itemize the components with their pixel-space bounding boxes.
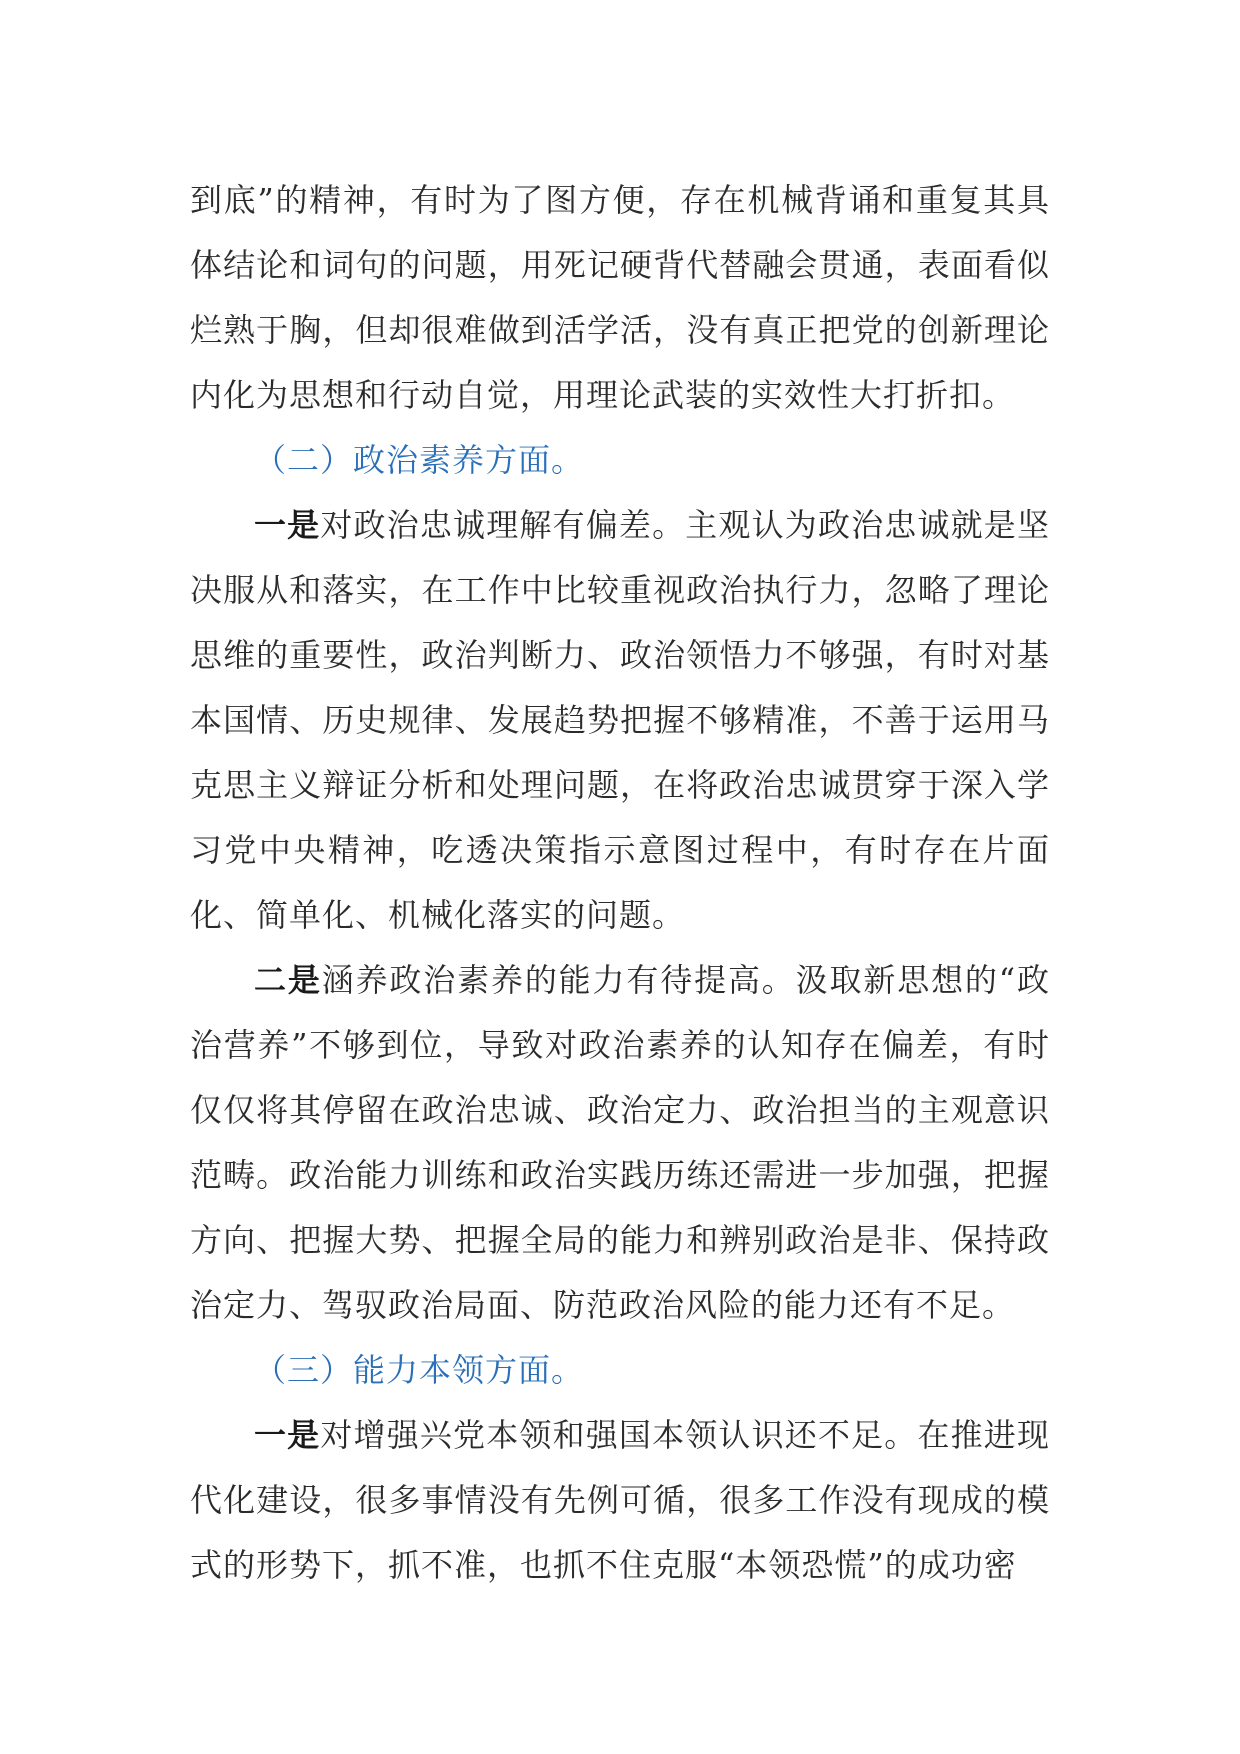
- document-body: [190, 168, 1050, 1598]
- paragraph-text: 对政治忠诚理解有偏差。主观认为政治忠诚就是坚决服从和落实，在工作中比较重视政治执行力，忽略了理论思维的重要性，政治判断力、政治领悟力不够强，有时对基本国情、历史规律、发展趋势把握不够精准，不善于运用马克思主义辩证分析和处理问题，在将政治忠诚贯穿于深入学习党中央精神，吃透决策指示意图过程中，有时存在片面化、简单化、机械化落实的问题。: [190, 506, 1050, 934]
- paragraph-lead-label: 一是: [254, 506, 321, 544]
- paragraph-ability-awareness: [190, 1403, 1050, 1598]
- paragraph-lead-label: 一是: [254, 1416, 321, 1454]
- paragraph-political-loyalty: [190, 493, 1050, 948]
- paragraph-text: 对增强兴党本领和强国本领认识还不足。在推进现代化建设，很多事情没有先例可循，很多工作没有现成的模式的形势下，抓不准，也抓不住克服“本领恐慌”的成功密: [190, 1416, 1050, 1584]
- continued-paragraph: 到底”的精神，有时为了图方便，存在机械背诵和重复其具体结论和词句的问题，用死记硬背代替融会贯通，表面看似烂熟于胸，但却很难做到活学活，没有真正把党的创新理论内化为思想和行动自觉，用理论武装的实效性大打折扣。: [190, 181, 1050, 414]
- section-heading-ability: （三）能力本领方面。: [254, 1351, 585, 1389]
- paragraph-lead-label: 二是: [254, 961, 322, 999]
- paragraph-text: 涵养政治素养的能力有待提高。汲取新思想的“政治营养”不够到位，导致对政治素养的认知存在偏差，有时仅仅将其停留在政治忠诚、政治定力、政治担当的主观意识范畴。政治能力训练和政治实践历练还需进一步加强，把握方向、把握大势、把握全局的能力和辨别政治是非、保持政治定力、驾驭政治局面、防范政治风险的能力还有不足。: [190, 961, 1050, 1324]
- section-heading-political-literacy: （二）政治素养方面。: [254, 441, 585, 479]
- paragraph-political-cultivation: [190, 948, 1050, 1338]
